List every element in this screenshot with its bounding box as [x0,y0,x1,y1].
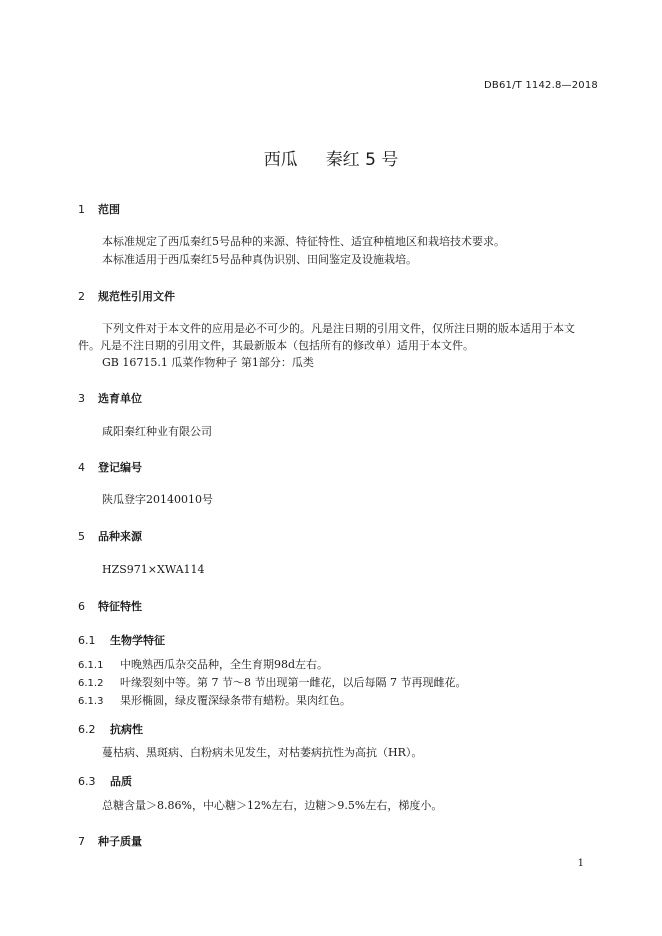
section-6-3-heading [78,773,132,789]
page-title [0,145,662,170]
clause-text: 中晚熟西瓜杂交品种，全生育期98d左右。 [120,658,329,671]
clause-6-1-3 [78,692,351,711]
section-2-paragraph-line-1: 下列文件对于本文件的应用是必不可少的。凡是注日期的引用文件，仅所注日期的版本适用于本文 [102,322,575,335]
title-part-1: 西瓜 [263,150,298,170]
section-5-heading [78,528,142,544]
normative-reference: GB 16715.1 瓜菜作物种子 第1部分：瓜类 [102,356,314,369]
section-number: 4 [78,461,85,474]
section-title: 特征特性 [98,600,142,613]
page-number: 1 [577,858,584,869]
title-part-2: 秦红 5 号 [325,150,399,170]
section-title: 登记编号 [98,461,142,474]
section-3-heading [78,390,142,406]
section-6-1-heading [78,632,165,648]
section-2-heading [78,288,175,304]
section-2-paragraph-line-2: 件。凡是不注日期的引用文件，其最新版本（包括所有的修改单）适用于本文件。 [78,339,474,352]
section-number: 6.2 [78,723,96,736]
clause-6-1-2 [78,674,466,693]
section-title: 抗病性 [110,723,143,736]
section-number: 1 [78,203,85,216]
section-number: 6 [78,600,85,613]
section-1-paragraph-2: 本标准适用于西瓜秦红5号品种真伪识别、田间鉴定及设施栽培。 [102,253,417,266]
section-title: 规范性引用文件 [98,290,175,303]
section-number: 2 [78,290,85,303]
clause-number: 6.1.3 [78,696,104,707]
section-title: 选育单位 [98,392,142,405]
clause-number: 6.1.2 [78,678,104,689]
section-number: 3 [78,392,85,405]
disease-resistance-text: 蔓枯病、黑斑病、白粉病未见发生，对枯萎病抗性为高抗（HR）。 [102,746,423,759]
section-1-heading [78,201,120,217]
breeding-unit: 咸阳秦红种业有限公司 [102,425,212,438]
variety-origin: HZS971×XWA114 [102,563,205,576]
standard-code: DB61/T 1142.8—2018 [484,80,598,91]
section-title: 品种来源 [98,530,142,543]
section-title: 范围 [98,203,120,216]
section-title: 生物学特征 [110,634,165,647]
clause-6-1-1 [78,656,328,675]
section-number: 6.1 [78,634,96,647]
registration-number: 陕瓜登字20140010号 [102,493,213,506]
section-6-heading [78,598,142,614]
clause-text: 果形椭圆，绿皮覆深绿条带有蜡粉。果肉红色。 [120,694,351,707]
clause-number: 6.1.1 [78,660,104,671]
section-number: 5 [78,530,85,543]
section-title: 品质 [110,775,132,788]
section-7-heading [78,833,142,849]
section-number: 7 [78,835,85,848]
clause-text: 叶缘裂刻中等。第 7 节～8 节出现第一雌花，以后每隔 7 节再现雌花。 [120,676,467,689]
section-number: 6.3 [78,775,96,788]
section-title: 种子质量 [98,835,142,848]
section-1-paragraph-1: 本标准规定了西瓜秦红5号品种的来源、特征特性、适宜种植地区和栽培技术要求。 [102,235,505,248]
section-4-heading [78,459,142,475]
quality-text: 总糖含量＞8.86%，中心糖＞12%左右，边糖＞9.5%左右，梯度小。 [102,799,443,812]
section-6-2-heading [78,721,143,737]
